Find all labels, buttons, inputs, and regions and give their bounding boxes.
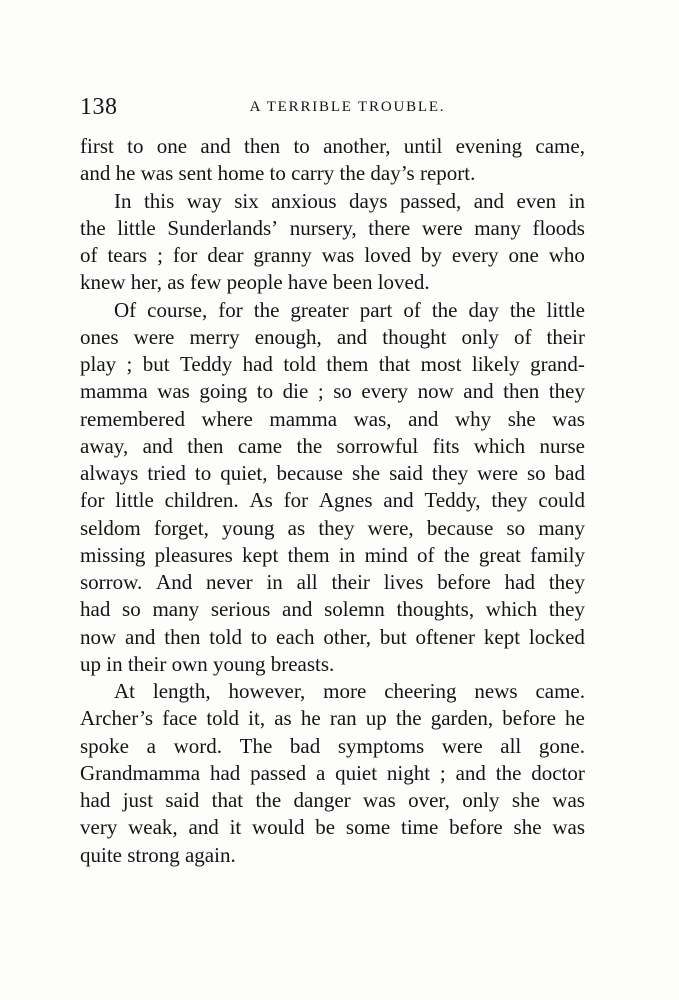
text-line: up in their own young breasts. [80,651,335,676]
text-line: Archer’s face told it, as he ran up the garden, before he [80,706,585,731]
paragraph [80,297,585,679]
text-line: always tried to quiet, because she said they were so bad [80,461,585,485]
text-line: spoke a word. The bad symptoms were all gone. [80,733,585,758]
paragraph [80,678,585,869]
running-title: A TERRIBLE TROUBLE. [249,99,446,115]
text-line: and he was sent home to carry the day’s report. [80,161,476,186]
text-line: play ; but Teddy had told them that most likely grand- [80,352,585,376]
text-line: had so many serious and solemn thoughts, which they [80,597,585,622]
text-line: of tears ; for dear granny was loved by every one who [80,243,585,267]
text-line: seldom forget, young as they were, because so many [80,515,585,540]
text-line: ones were merry enough, and thought only of their [80,324,585,349]
text-line: first to one and then to another, until evening came, [80,134,585,158]
text-line: had just said that the danger was over, only she was [80,788,585,812]
text-line: knew her, as few people have been loved. [80,270,430,295]
paragraph [80,188,585,297]
page-number: 138 [80,94,118,120]
text-line: In this way six anxious days passed, and even in [114,188,585,213]
text-line: very weak, and it would be some time before she was [80,815,585,840]
text-line: mamma was going to die ; so every now and then they [80,379,585,404]
text-line: away, and then came the sorrowful fits which nurse [80,433,585,458]
text-line: sorrow. And never in all their lives before had they [80,570,585,594]
paragraph [80,133,585,188]
page-header [80,92,585,122]
body-text [80,133,585,869]
text-line: for little children. As for Agnes and Teddy, they could [80,488,585,513]
text-line: now and then told to each other, but oftener kept locked [80,624,585,649]
text-line: Grandmamma had passed a quiet night ; and the doctor [80,760,585,785]
text-line: At length, however, more cheering news came. [114,679,585,703]
text-line: remembered where mamma was, and why she was [80,406,585,431]
text-line: quite strong again. [80,842,236,867]
text-line: missing pleasures kept them in mind of the great family [80,542,585,567]
text-line: Of course, for the greater part of the day the little [114,297,585,322]
text-line: the little Sunderlands’ nursery, there were many floods [80,215,585,240]
